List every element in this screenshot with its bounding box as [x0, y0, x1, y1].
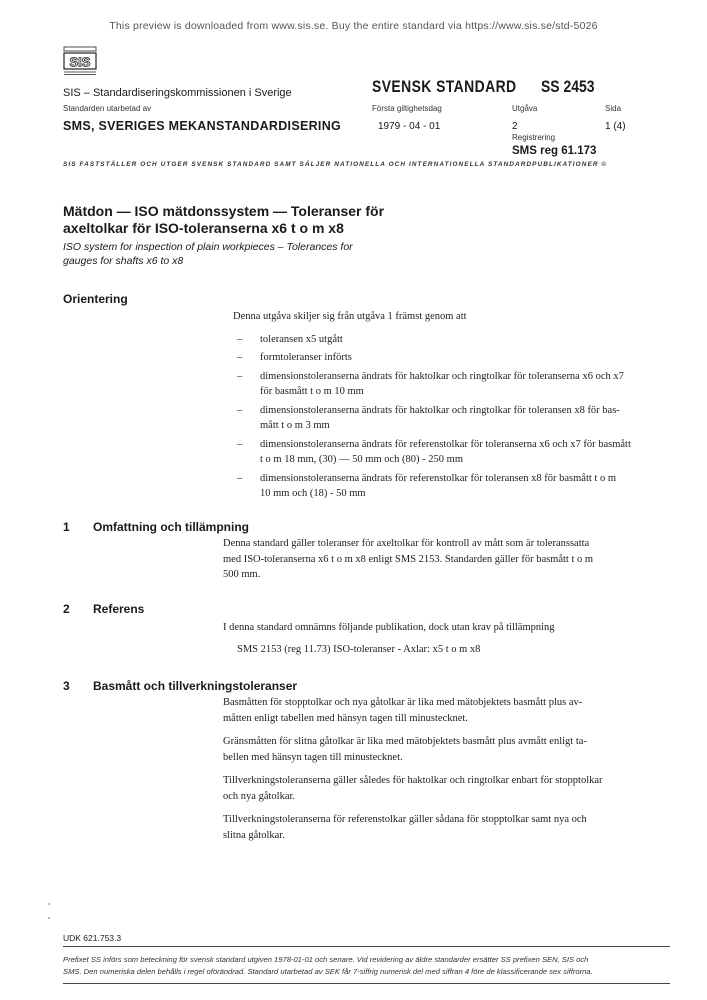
prepared-by-organization: SMS, SVERIGES MEKANSTANDARDISERING: [63, 119, 342, 133]
valid-from-label: Första giltighetsdag: [372, 104, 442, 113]
list-item: – dimensionstoleranserna ändrats för haktolkar och ringtolkar för toleranserna x6 och x7 för basmått t o m 10 mm: [233, 369, 673, 400]
paragraph: Basmåtten för stopptolkar och nya gåtolkar är lika med mätobjektets basmått plus av- måtten enligt tabellen med hänsyn tagen till minustecknet.: [223, 697, 583, 724]
footer-note: Prefixet SS införs som beteckning för svensk standard utgiven 1978-01-01 och senare. Vid revidering av äldre standarder ersätter SS prefixen SEN, SIS och SMS. Den numeriska delen behålls i regel oförändrad. Standard utarbetad av SEK får 7-siffrig numerisk del med siffran 4 före de klassificerande sex siffrorna.: [63, 955, 593, 976]
margin-mark: [48, 903, 50, 905]
issuing-organization: SIS – Standardiseringskommissionen i Sverige: [63, 87, 292, 99]
document-subtitle: [63, 240, 393, 268]
edition-value: 2: [512, 121, 518, 132]
document-title: [63, 203, 423, 237]
section-heading-dimensions: Basmått och tillverkningstoleranser: [93, 679, 298, 693]
changes-list: [233, 332, 673, 502]
subtitle-line: ISO system for inspection of plain workpieces – Tolerances for: [63, 241, 353, 253]
standard-number: SS 2453: [541, 77, 595, 96]
section-scope-text: Denna standard gäller toleranser för axeltolkar för kontroll av mått som är toleranssatta med ISO-toleranserna x6 t o m x8 enligt SMS 2153. Standarden gäller för basmått t o m 500 mm.: [223, 538, 594, 580]
sis-logo-icon: [63, 46, 97, 76]
section-number: 3: [63, 679, 70, 693]
standard-title: SVENSK STANDARD: [372, 77, 517, 96]
page-value: 1 (4): [605, 121, 626, 132]
paragraph: Tillverkningstoleranserna för referenstolkar gäller sådana för stopptolkar samt nya och slitna gåtolkar.: [223, 814, 587, 841]
orientering-intro: Denna utgåva skiljer sig från utgåva 1 främst genom att: [233, 311, 467, 322]
edition-label: Utgåva: [512, 104, 538, 113]
paragraph: Tillverkningstoleranserna gäller således för haktolkar och ringtolkar enbart för stopptolkar och nya gåtolkar.: [223, 775, 603, 802]
section-number: 1: [63, 520, 70, 534]
section-number: 2: [63, 602, 70, 616]
section-reference-text: I denna standard omnämns följande publikation, dock utan krav på tillämpning: [223, 622, 555, 633]
orientering-heading: Orientering: [63, 292, 128, 306]
registration-label: Registrering: [512, 133, 556, 142]
margin-mark: [48, 917, 50, 919]
footer-bottom-rule: [63, 983, 670, 984]
list-item: – dimensionstoleranserna ändrats för referenstolkar för toleransen x8 för basmått t o m 10 mm och (18) - 50 mm: [233, 471, 673, 502]
section-heading-scope: Omfattning och tillämpning: [93, 520, 249, 534]
page-label: Sida: [605, 104, 622, 113]
valid-from-date: 1979 - 04 - 01: [378, 121, 441, 132]
svg-text:SIS: SIS: [69, 54, 91, 70]
paragraph: Gränsmåtten för slitna gåtolkar är lika med mätobjektets basmått plus avmått enligt ta- bellen med hänsyn tagen till minustecknet.: [223, 736, 587, 763]
orientering-text: [233, 309, 673, 505]
registration-value: SMS reg 61.173: [512, 145, 597, 157]
prepared-by-label: Standarden utarbetad av: [63, 104, 152, 113]
preview-notice: This preview is downloaded from www.sis.se. Buy the entire standard via https://www.sis.se/std-5026: [109, 20, 598, 32]
title-line: axeltolkar för ISO-toleranserna x6 t o m x8: [63, 220, 344, 236]
list-item: – dimensionstoleranserna ändrats för haktolkar och ringtolkar för toleransen x8 för bas- mått t o m 3 mm: [233, 403, 673, 434]
title-line: Mätdon — ISO mätdonssystem — Toleranser för: [63, 203, 385, 219]
publisher-banner: SIS FASTSTÄLLER OCH UTGER SVENSK STANDARD SAMT SÄLJER NATIONELLA OCH INTERNATIONELLA STANDARDPUBLIKATIONER ©: [63, 161, 608, 168]
footer-divider: [63, 946, 670, 947]
udk-code: UDK 621.753.3: [63, 933, 122, 943]
list-item: – formtoleranser införts: [233, 350, 673, 366]
list-item: – toleransen x5 utgått: [233, 332, 673, 348]
subtitle-line: gauges for shafts x6 to x8: [63, 255, 184, 267]
list-item: – dimensionstoleranserna ändrats för referenstolkar för toleranserna x6 och x7 för basmått t o m 18 mm, (30) — 50 mm och (80) - 250 mm: [233, 437, 673, 468]
section-heading-reference: Referens: [93, 602, 145, 616]
section-dimensions-text: [223, 695, 673, 851]
reference-publication: SMS 2153 (reg 11.73) ISO-toleranser - Axlar: x5 t o m x8: [237, 644, 481, 655]
